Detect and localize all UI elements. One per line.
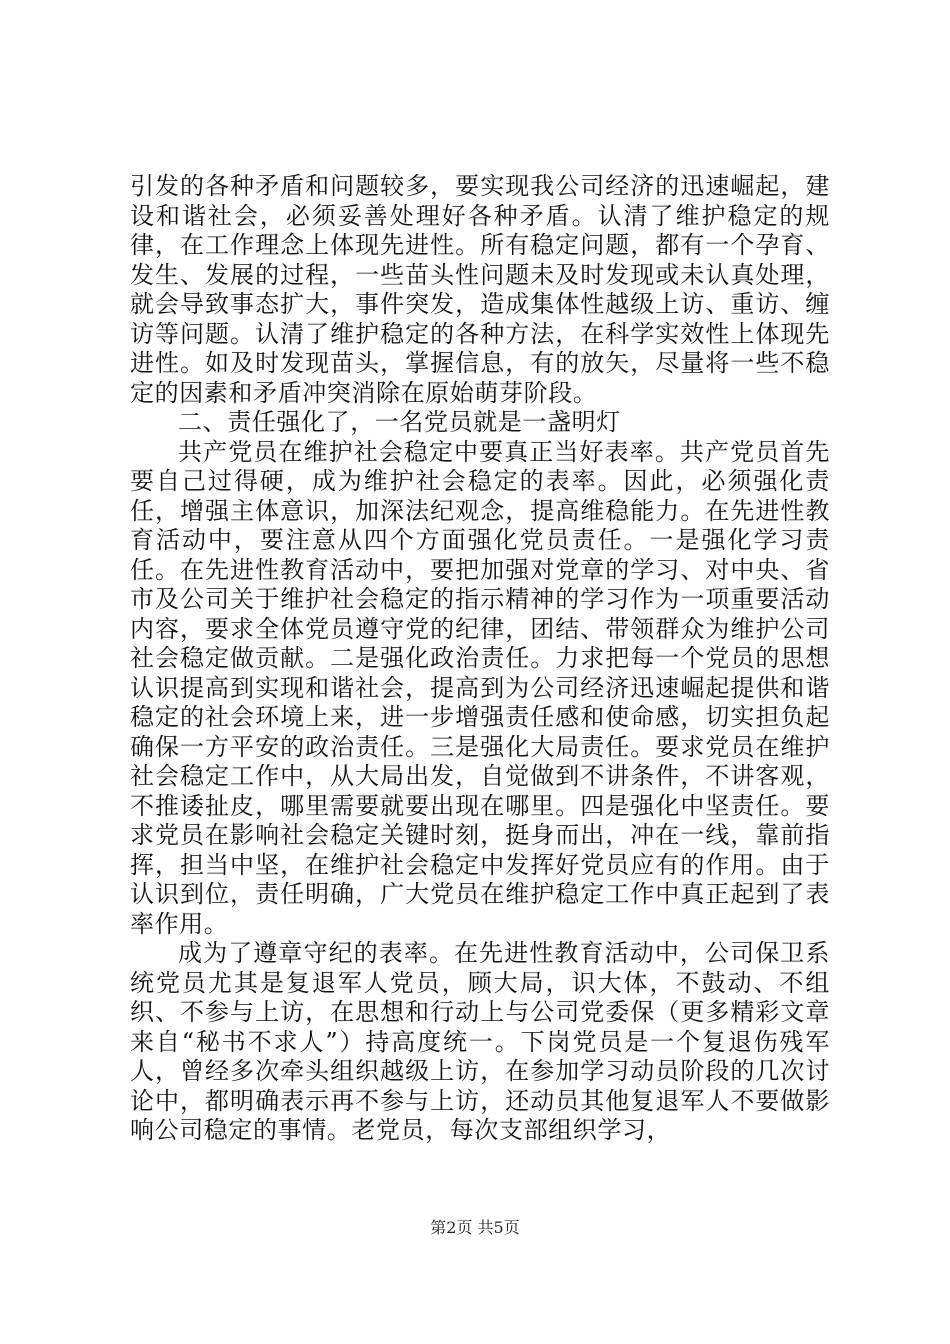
paragraph-responsibility: 共产党员在维护社会稳定中要真正当好表率。共产党员首先要自己过得硬，成为维护社会稳定的表率。因此，必须强化责任，增强主体意识，加深法纪观念，提高维稳能力。在先进性教育活动中，要注意从四个方面强化党员责任。一是强化学习责任。在先进性教育活动中，要把加强对党章的学习、对中央、省市及公司关于维护社会稳定的指示精神的学习作为一项重要活动内容，要求全体党员遵守党的纪律，团结、带领群众为维护公司社会稳定做贡献。二是强化政治责任。力求把每一个党员的思想认识提高到实现和谐社会，提高到为公司经济迅速崛起提供和谐稳定的社会环境上来，进一步增强责任感和使命感，切实担负起确保一方平安的政治责任。三是强化大局责任。要求党员在维护社会稳定工作中，从大局出发，自觉做到不讲条件，不讲客观，不推诿扯皮，哪里需要就要出现在哪里。四是强化中坚责任。要求党员在影响社会稳定关键时刻，挺身而出，冲在一线，靠前指挥，担当中坚，在维护社会稳定中发挥好党员应有的作用。由于认识到位，责任明确，广大党员在维护稳定工作中真正起到了表率作用。 (130, 437, 830, 938)
section-heading: 二、责任强化了，一名党员就是一盏明灯 (178, 408, 621, 436)
paragraph-continuation: 引发的各种矛盾和问题较多，要实现我公司经济的迅速崛起，建设和谐社会，必须妥善处理好各种矛盾。认清了维护稳定的规律，在工作理念上体现先进性。所有稳定问题，都有一个孕育、发生、发展的过程，一些苗头性问题未及时发现或未认真处理，就会导致事态扩大，事件突发，造成集体性越级上访、重访、缠访等问题。认清了维护稳定的各种方法，在科学实效性上体现先进性。如及时发现苗头，掌握信息，有的放矢，尽量将一些不稳定的因素和矛盾冲突消除在原始萌芽阶段。 (130, 172, 830, 407)
paragraph-discipline: 成为了遵章守纪的表率。在先进性教育活动中，公司保卫系统党员尤其是复退军人党员，顾大局，识大体，不鼓动、不组织、不参与上访，在思想和行动上与公司党委保（更多精彩文章来自“秘书不求人”）持高度统一。下岗党员是一个复退伤残军人，曾经多次牵头组织越级上访，在参加学习动员阶段的几次讨论中，都明确表示再不参与上访，还动员其他复退军人不要做影响公司稳定的事情。老党员，每次支部组织学习， (130, 939, 830, 1144)
page-footer: 第2页 共5页 (430, 1218, 520, 1237)
document-body (130, 172, 830, 1146)
